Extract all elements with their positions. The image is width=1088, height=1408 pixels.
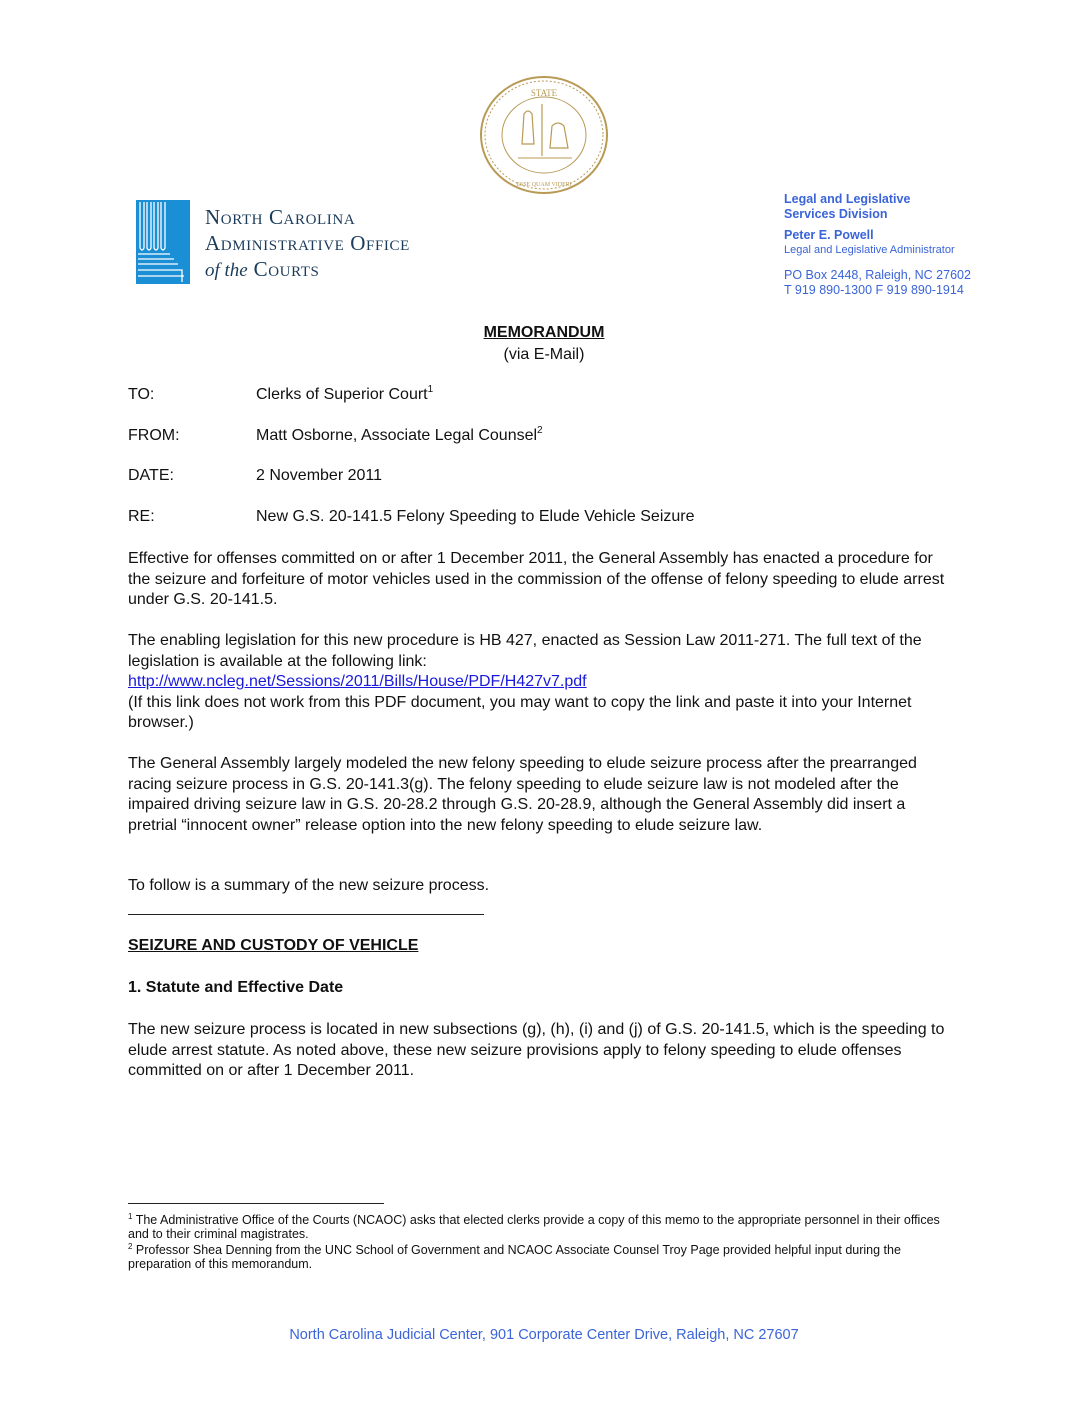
footnote-ref[interactable]: 2 [537,425,543,436]
svg-text:STATE: STATE [530,88,558,98]
paragraph-statute: The new seizure process is located in new subsections (g), (h), (i) and (j) of G.S. 20-141.5, which is the speeding to elude arrest statute. As noted above, these new seizure provisions apply to felony speeding to elude offenses committed on or after 1 December 2011. [128,1021,945,1079]
field-value: 2 November 2011 [256,467,382,484]
memo-title: MEMORANDUM [483,324,605,341]
field-value: Clerks of Superior Court [256,386,428,403]
legislation-link[interactable]: http://www.ncleg.net/Sessions/2011/Bills/House/PDF/H427v7.pdf [128,673,587,690]
courthouse-column-icon [136,200,190,284]
footnote-ref[interactable]: 1 [427,384,434,395]
paragraph-modeling: The General Assembly largely modeled the new felony speeding to elude seizure process after the prearranged racing seizure process in G.S. 20-141.3(g). The felony speeding to elude seizure law is not modeled after the impaired driving seizure law in G.S. 20-28.2 through G.S. 20-28.9, although the General Assembly did insert a pretrial “innocent owner” release option into the new felony speeding to elude seizure law. [128,755,917,834]
division-line-1: Legal and Legislative [784,192,911,206]
field-label: RE: [128,508,155,525]
subsection-heading: 1. Statute and Effective Date [128,979,344,996]
state-seal-icon [478,74,610,196]
field-label: FROM: [128,427,180,444]
logo-line-3 [205,256,410,284]
footnote-text: The Administrative Office of the Courts (NCAOC) asks that elected clerks provide a copy of this memo to the appropriate personnel in their offices and to their criminal magistrates. [128,1213,940,1241]
legislation-text: The enabling legislation for this new procedure is HB 427, enacted as Session Law 2011-271. The full text of the legislation is available at the following link: [128,632,922,670]
field-value: Matt Osborne, Associate Legal Counsel [256,427,538,444]
division-line-2: Services Division [784,207,888,221]
field-label: DATE: [128,467,174,484]
footnote-number: 1 [128,1212,133,1221]
svg-text:ESSE QUAM VIDERI: ESSE QUAM VIDERI [516,182,572,188]
person-name: Peter E. Powell [784,228,874,242]
logo-line-3-suffix: Courts [253,257,320,281]
footnote-2 [128,1243,958,1271]
footnote-text: Professor Shea Denning from the UNC School of Government and NCAOC Associate Counsel Troy Page provided helpful input during the preparation of this memorandum. [128,1243,901,1271]
memo-subtitle: (via E-Mail) [503,346,585,363]
logo-line-3-prefix: of the [205,260,248,281]
aoc-logo-text [205,204,410,284]
mailing-address: PO Box 2448, Raleigh, NC 27602 [784,268,971,282]
letterhead-contact [784,192,971,298]
paragraph-effective-date: Effective for offenses committed on or after 1 December 2011, the General Assembly has enacted a procedure for the seizure and forfeiture of motor vehicles used in the commission of the offense of felony speeding to elude arrest under G.S. 20-141.5. [128,550,945,608]
link-note: (If this link does not work from this PDF document, you may want to copy the link and paste it into your Internet browser.) [128,693,912,731]
section-heading: SEIZURE AND CUSTODY OF VEHICLE [128,937,419,954]
divider [128,914,484,915]
field-value: New G.S. 20-141.5 Felony Speeding to Elude Vehicle Seizure [256,508,695,525]
person-title: Legal and Legislative Administrator [784,244,955,256]
logo-line-2: Administrative Office [205,231,410,255]
footnote-1 [128,1213,958,1241]
field-label: TO: [128,386,155,403]
phone-fax: T 919 890-1300 F 919 890-1914 [784,283,964,297]
paragraph-enabling-legislation [128,631,958,734]
footnote-divider [128,1203,384,1204]
page-footer-address: North Carolina Judicial Center, 901 Corporate Center Drive, Raleigh, NC 27607 [289,1327,799,1343]
logo-line-1: North Carolina [205,205,356,229]
footnote-number: 2 [128,1242,133,1251]
paragraph-summary-intro: To follow is a summary of the new seizure process. [128,877,490,894]
